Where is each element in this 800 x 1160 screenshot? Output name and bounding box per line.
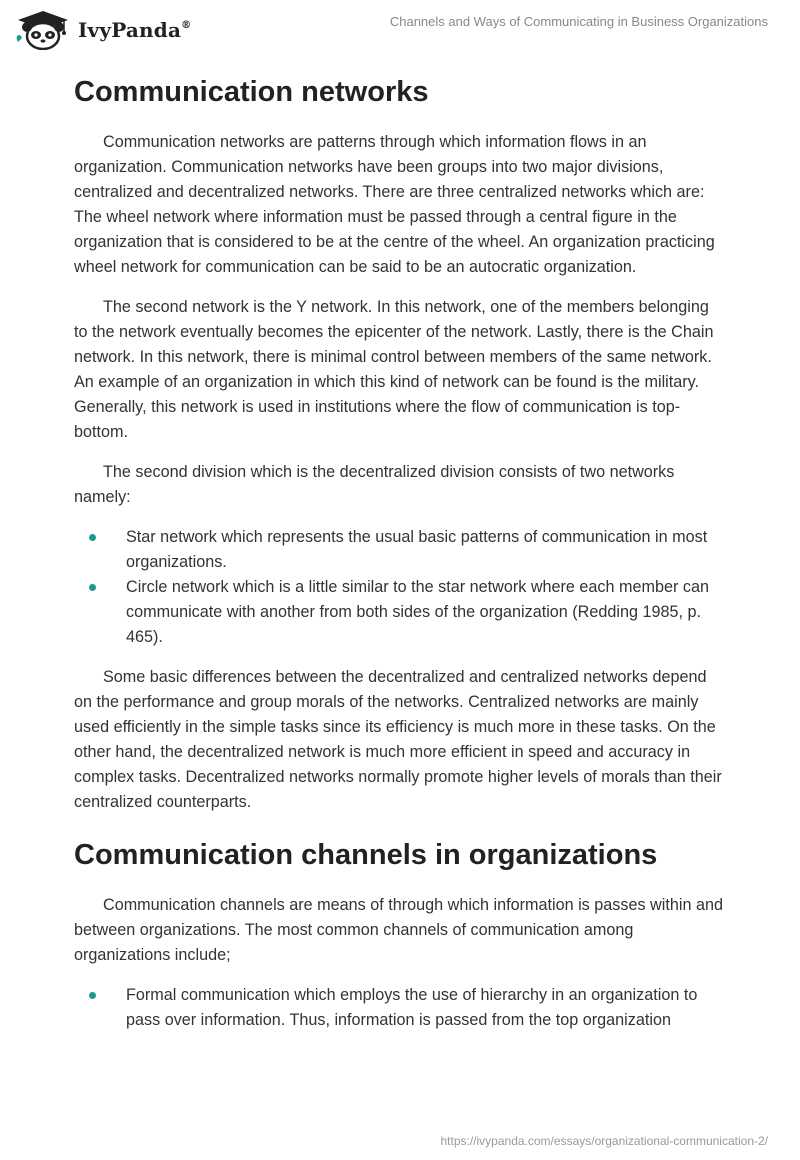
list-item: Formal communication which employs the use of hierarchy in an organization to pass over information. Thus, information is passed from the top organization [74, 983, 726, 1033]
paragraph: Communication channels are means of through which information is passes within and between organizations. The most common channels of communication among organizations include; [74, 896, 723, 964]
paragraph: The second division which is the decentralized division consists of two networks namely: [74, 463, 675, 506]
panda-graduate-icon [14, 10, 72, 50]
bullet-list [74, 983, 726, 1033]
bullet-icon [89, 992, 96, 999]
page-header [0, 0, 800, 60]
essay-body [74, 70, 726, 1048]
list-item: Circle network which is a little similar to the star network where each member can communicate with another from both sides of the organization (Redding 1985, p. 465). [74, 575, 726, 650]
document-title: Channels and Ways of Communicating in Business Organizations [389, 14, 768, 29]
bullet-icon [89, 534, 96, 541]
ivypanda-logo[interactable] [14, 10, 191, 50]
paragraph: The second network is the Y network. In this network, one of the members belonging to the network eventually becomes the epicenter of the network. Lastly, there is the Chain network. In this network, there is minimal control between members of the same network. An example of an organization in which this kind of network can be found is the military. Generally, this network is used in institutions where the flow of communication is top-bottom. [74, 298, 714, 441]
bullet-icon [89, 584, 96, 591]
source-url[interactable]: https://ivypanda.com/essays/organizational-communication-2/ [440, 1134, 768, 1148]
logo-text: IvyPanda® [78, 18, 192, 42]
section-heading: Communication channels in organizations [74, 839, 658, 871]
paragraph: Some basic differences between the decentralized and centralized networks depend on the performance and group morals of the networks. Centralized networks are mainly used efficiently in the simple tasks since its efficiency is much more in these tasks. On the other hand, the decentralized network is much more efficient in speed and accuracy in complex tasks. Decentralized networks normally promote higher levels of morals than their centralized counterparts. [74, 668, 722, 811]
bullet-list [74, 525, 726, 650]
list-item: Star network which represents the usual basic patterns of communication in most organizations. [74, 525, 726, 575]
paragraph: Communication networks are patterns through which information flows in an organization. Communication networks have been groups into two major divisions, centralized and decentralized networks. There are three centralized networks which are: The wheel network where information must be passed through a central figure in the organization that is considered to be at the centre of the wheel. An organization practicing wheel network for communication can be said to be an autocratic organization. [74, 133, 715, 276]
section-heading: Communication networks [74, 76, 429, 108]
